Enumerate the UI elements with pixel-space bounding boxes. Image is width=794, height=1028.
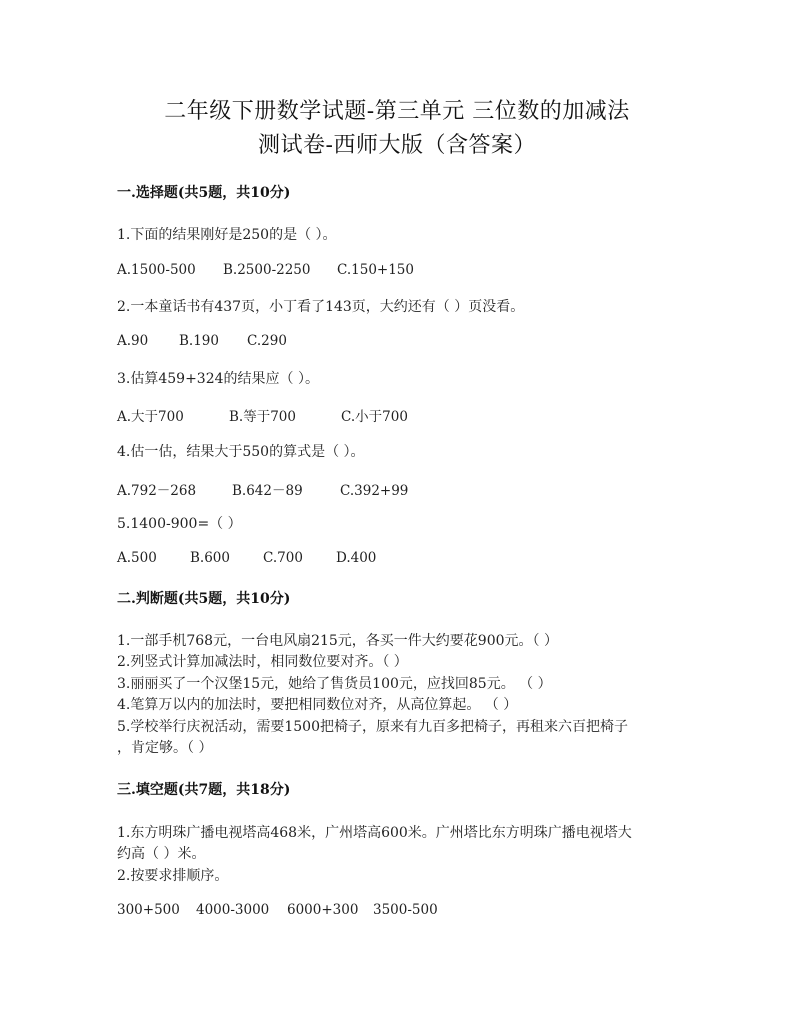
option: C.150+150 bbox=[337, 262, 414, 278]
expression: 300+500 bbox=[117, 902, 180, 918]
judgement-line: 5.学校举行庆祝活动，需要1500把椅子，原来有九百多把椅子，再租来六百把椅子 bbox=[117, 719, 628, 735]
question-text: 2.一本童话书有437页，小丁看了143页，大约还有（ ）页没看。 bbox=[117, 299, 525, 315]
option: C.700 bbox=[263, 550, 303, 566]
question-options bbox=[117, 262, 414, 278]
section-heading-fill-in: 三.填空题(共7题，共18分) bbox=[117, 782, 291, 798]
judgement-line: 1.一部手机768元，一台电风扇215元，各买一件大约要花900元。（ ） bbox=[117, 633, 558, 649]
fill-in-line: 2.按要求排顺序。 bbox=[117, 868, 229, 884]
option: A.500 bbox=[117, 550, 157, 566]
judgement-line: 4.笔算万以内的加法时，要把相同数位对齐，从高位算起。 （ ） bbox=[117, 697, 518, 713]
option: C.392+99 bbox=[340, 483, 409, 499]
option: A.792－268 bbox=[117, 483, 197, 499]
expression: 4000-3000 bbox=[196, 902, 270, 918]
question-text: 3.估算459+324的结果应（ ）。 bbox=[117, 371, 319, 387]
question-options bbox=[117, 405, 408, 425]
judgement-line: ，肯定够。（ ） bbox=[117, 740, 213, 756]
option: C.290 bbox=[247, 333, 287, 349]
option: B.2500-2250 bbox=[223, 262, 311, 278]
section-heading-choice: 一.选择题(共5题，共10分) bbox=[117, 185, 291, 201]
option: B.190 bbox=[179, 333, 219, 349]
judgement-line: 2.列竖式计算加减法时，相同数位要对齐。（ ） bbox=[117, 654, 408, 670]
question-options bbox=[117, 550, 376, 566]
expression: 6000+300 bbox=[287, 902, 359, 918]
question-text: 5.1400-900=（ ） bbox=[117, 516, 242, 532]
expression-list bbox=[117, 902, 438, 918]
option: A.大于700 bbox=[117, 409, 184, 425]
option: C.小于700 bbox=[341, 409, 408, 425]
option: A.90 bbox=[117, 333, 149, 349]
expression: 3500-500 bbox=[373, 902, 438, 918]
question-text: 1.下面的结果刚好是250的是（ ）。 bbox=[117, 227, 337, 243]
option: B.600 bbox=[190, 550, 230, 566]
fill-in-line: 1.东方明珠广播电视塔高468米，广州塔高600米。广州塔比东方明珠广播电视塔大 bbox=[117, 825, 632, 841]
question-text: 4.估一估，结果大于550的算式是（ ）。 bbox=[117, 444, 365, 460]
fill-in-line: 约高（ ）米。 bbox=[117, 846, 206, 862]
document-title-line-2: 测试卷-西师大版（含答案） bbox=[258, 133, 536, 158]
option: A.1500-500 bbox=[117, 262, 196, 278]
option: D.400 bbox=[336, 550, 377, 566]
option: B.等于700 bbox=[229, 409, 296, 425]
question-options bbox=[117, 479, 408, 499]
option: B.642－89 bbox=[232, 483, 303, 499]
question-options bbox=[117, 333, 287, 349]
section-heading-judgement: 二.判断题(共5题，共10分) bbox=[117, 591, 291, 607]
document-title-line-1: 二年级下册数学试题-第三单元 三位数的加减法 bbox=[164, 99, 630, 124]
judgement-line: 3.丽丽买了一个汉堡15元，她给了售货员100元，应找回85元。 （ ） bbox=[117, 676, 552, 692]
